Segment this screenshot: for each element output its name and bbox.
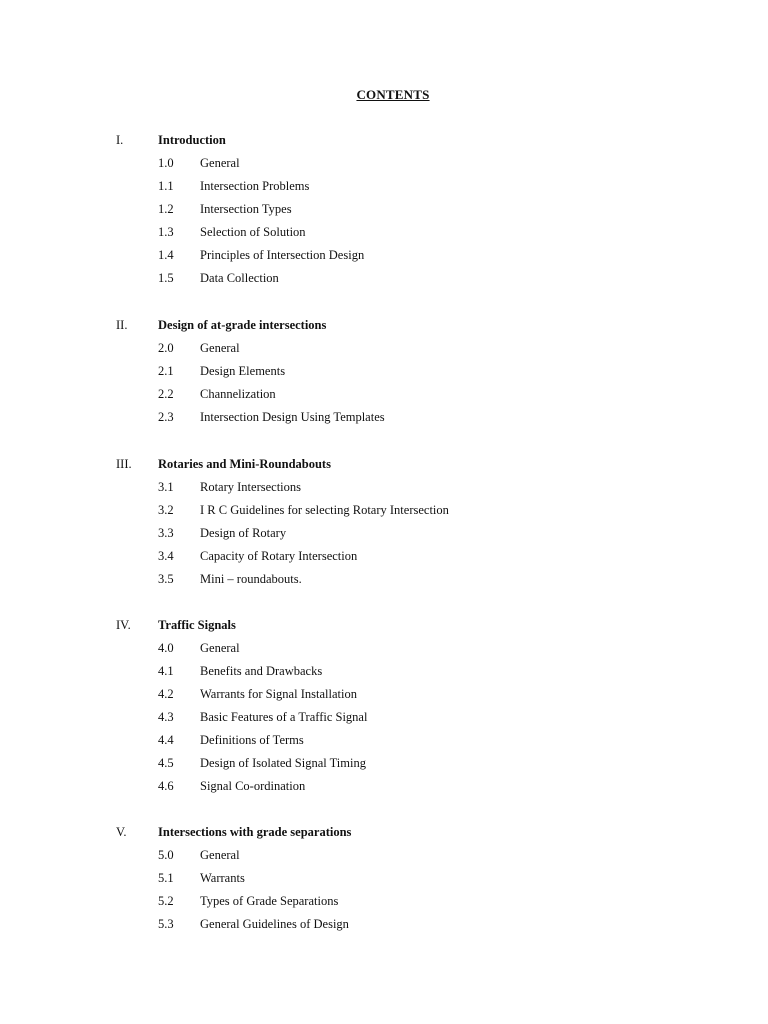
item-text: I R C Guidelines for selecting Rotary Intersection [200,503,449,517]
item-number: 4.5 [158,756,174,770]
section-number: III. [116,457,132,471]
section-title: Intersections with grade separations [158,825,352,839]
item-text: Intersection Problems [200,179,310,193]
item-text: Channelization [200,387,276,401]
list-item [0,410,768,433]
section-title: Design of at-grade intersections [158,318,327,332]
section-heading [0,133,768,156]
item-text: Data Collection [200,271,279,285]
item-number: 1.4 [158,248,174,262]
list-item [0,641,768,664]
list-item [0,503,768,526]
item-text: Mini – roundabouts. [200,572,302,586]
list-item [0,917,768,940]
item-number: 5.3 [158,917,174,931]
item-number: 3.4 [158,549,174,563]
item-text: Types of Grade Separations [200,894,339,908]
section-heading [0,825,768,848]
item-text: General [200,641,240,655]
item-text: Warrants [200,871,245,885]
item-text: Warrants for Signal Installation [200,687,357,701]
item-number: 4.6 [158,779,174,793]
list-item [0,549,768,572]
list-item [0,526,768,549]
list-item [0,202,768,225]
section-rotaries [0,457,768,595]
list-item [0,225,768,248]
list-item [0,664,768,687]
list-item [0,710,768,733]
list-item [0,848,768,871]
list-item [0,271,768,294]
item-text: Selection of Solution [200,225,306,239]
item-number: 3.5 [158,572,174,586]
item-number: 2.2 [158,387,174,401]
list-item [0,756,768,779]
section-heading [0,457,768,480]
page-title: CONTENTS [356,87,430,102]
list-item [0,779,768,802]
item-number: 4.2 [158,687,174,701]
section-title: Rotaries and Mini-Roundabouts [158,457,331,471]
item-number: 3.1 [158,480,174,494]
item-text: Design of Rotary [200,526,287,540]
list-item [0,480,768,503]
list-item [0,156,768,179]
list-item [0,341,768,364]
item-text: Intersection Design Using Templates [200,410,385,424]
item-text: Definitions of Terms [200,733,304,747]
list-item [0,733,768,756]
item-number: 4.1 [158,664,174,678]
list-item [0,179,768,202]
item-number: 1.1 [158,179,174,193]
item-number: 1.3 [158,225,174,239]
section-heading [0,318,768,341]
item-number: 2.0 [158,341,174,355]
item-text: Signal Co-ordination [200,779,306,793]
item-text: Design of Isolated Signal Timing [200,756,366,770]
section-number: I. [116,133,124,147]
list-item [0,894,768,917]
item-number: 4.3 [158,710,174,724]
item-number: 3.2 [158,503,174,517]
item-text: General [200,341,240,355]
section-traffic-signals [0,618,768,802]
item-number: 1.0 [158,156,174,170]
item-text: Design Elements [200,364,286,378]
list-item [0,572,768,595]
list-item [0,364,768,387]
item-text: Capacity of Rotary Intersection [200,549,358,563]
item-text: Principles of Intersection Design [200,248,365,262]
list-item [0,248,768,271]
item-number: 3.3 [158,526,174,540]
item-text: Rotary Intersections [200,480,302,494]
section-number: II. [116,318,128,332]
item-number: 5.0 [158,848,174,862]
list-item [0,871,768,894]
item-number: 2.1 [158,364,174,378]
section-number: IV. [116,618,131,632]
section-title: Introduction [158,133,226,147]
section-grade-separations [0,825,768,940]
item-number: 1.5 [158,271,174,285]
list-item [0,687,768,710]
item-text: Benefits and Drawbacks [200,664,323,678]
item-text: General [200,156,240,170]
section-number: V. [116,825,127,839]
item-number: 5.1 [158,871,174,885]
section-title: Traffic Signals [158,618,236,632]
item-text: Basic Features of a Traffic Signal [200,710,368,724]
section-at-grade-intersections [0,318,768,433]
item-number: 1.2 [158,202,174,216]
list-item [0,387,768,410]
item-text: General Guidelines of Design [200,917,349,931]
section-introduction [0,133,768,294]
item-text: General [200,848,240,862]
item-text: Intersection Types [200,202,292,216]
section-heading [0,618,768,641]
item-number: 2.3 [158,410,174,424]
item-number: 4.0 [158,641,174,655]
item-number: 5.2 [158,894,174,908]
item-number: 4.4 [158,733,174,747]
